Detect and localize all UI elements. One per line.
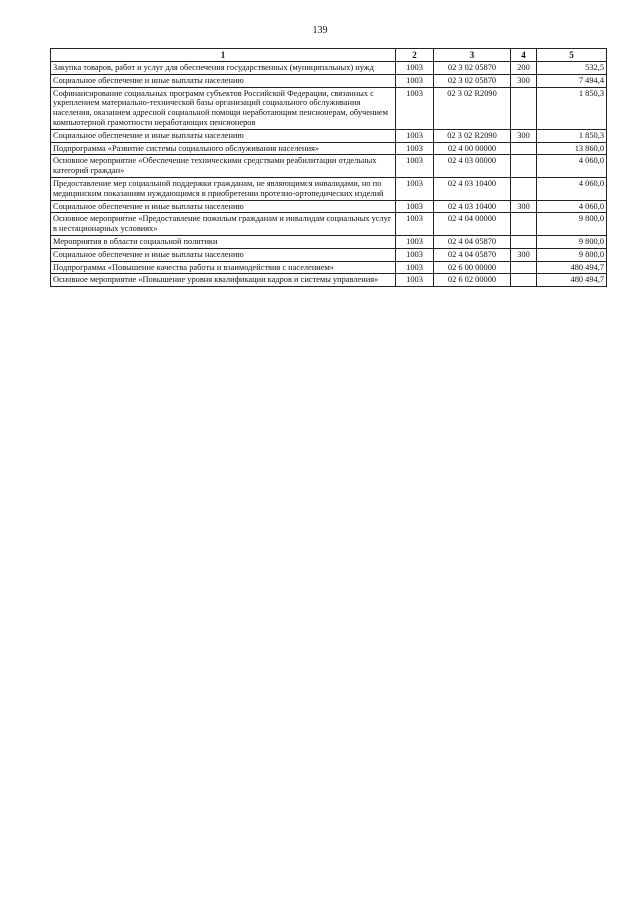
table-row: [51, 129, 607, 142]
row-type-cell: [511, 142, 537, 155]
row-type-cell: [511, 155, 537, 178]
row-name-cell: Социальное обеспечение и иные выплаты населению: [51, 129, 396, 142]
row-article-cell: 02 4 03 00000: [434, 155, 511, 178]
header-col-2: 2: [396, 49, 434, 62]
table-row: [51, 74, 607, 87]
row-name-cell: Закупка товаров, работ и услуг для обеспечения государственных (муниципальных) нужд: [51, 62, 396, 75]
row-type-cell: 300: [511, 129, 537, 142]
row-sum-cell: 480 494,7: [537, 261, 607, 274]
table-row: [51, 200, 607, 213]
table-row: [51, 213, 607, 236]
row-article-cell: 02 4 03 10400: [434, 200, 511, 213]
row-type-cell: [511, 261, 537, 274]
row-sum-cell: 4 060,0: [537, 155, 607, 178]
row-type-cell: [511, 87, 537, 129]
table-row: [51, 142, 607, 155]
row-sum-cell: 4 060,0: [537, 200, 607, 213]
row-name-cell: Социальное обеспечение и иные выплаты населению: [51, 200, 396, 213]
row-name-cell: Социальное обеспечение и иные выплаты населению: [51, 74, 396, 87]
row-sum-cell: 7 494,4: [537, 74, 607, 87]
table-row: [51, 261, 607, 274]
row-article-cell: 02 4 04 05870: [434, 248, 511, 261]
row-section-cell: 1003: [396, 129, 434, 142]
table-row: [51, 274, 607, 287]
row-type-cell: 300: [511, 200, 537, 213]
row-name-cell: Основное мероприятие «Обеспечение техническими средствами реабилитации отдельных категорий граждан»: [51, 155, 396, 178]
table-body: [51, 62, 607, 287]
table-row: [51, 87, 607, 129]
row-name-cell: Основное мероприятие «Предоставление пожилым гражданам и инвалидам социальных услуг в нестационарных условиях»: [51, 213, 396, 236]
row-section-cell: 1003: [396, 213, 434, 236]
row-name-cell: Социальное обеспечение и иные выплаты населению: [51, 248, 396, 261]
row-section-cell: 1003: [396, 87, 434, 129]
row-type-cell: [511, 235, 537, 248]
row-section-cell: 1003: [396, 155, 434, 178]
row-section-cell: 1003: [396, 235, 434, 248]
table-row: [51, 177, 607, 200]
row-sum-cell: 9 800,0: [537, 235, 607, 248]
header-col-4: 4: [511, 49, 537, 62]
row-name-cell: Мероприятия в области социальной политики: [51, 235, 396, 248]
row-article-cell: 02 3 02 05870: [434, 74, 511, 87]
row-type-cell: [511, 274, 537, 287]
row-name-cell: Предоставление мер социальной поддержки гражданам, не являющимся инвалидами, но по медицинским показаниям нуждающимся в приобретении протезно-ортопедических изделий: [51, 177, 396, 200]
row-article-cell: 02 4 00 00000: [434, 142, 511, 155]
row-article-cell: 02 4 03 10400: [434, 177, 511, 200]
row-sum-cell: 4 060,0: [537, 177, 607, 200]
row-article-cell: 02 3 02 05870: [434, 62, 511, 75]
row-section-cell: 1003: [396, 74, 434, 87]
row-sum-cell: 1 850,3: [537, 129, 607, 142]
row-section-cell: 1003: [396, 274, 434, 287]
row-article-cell: 02 6 02 00000: [434, 274, 511, 287]
header-col-5: 5: [537, 49, 607, 62]
row-section-cell: 1003: [396, 177, 434, 200]
row-section-cell: 1003: [396, 248, 434, 261]
table-row: [51, 62, 607, 75]
header-col-1: 1: [51, 49, 396, 62]
row-sum-cell: 480 494,7: [537, 274, 607, 287]
table-row: [51, 235, 607, 248]
row-name-cell: Подпрограмма «Развитие системы социального обслуживания населения»: [51, 142, 396, 155]
row-type-cell: 300: [511, 248, 537, 261]
row-article-cell: 02 6 00 00000: [434, 261, 511, 274]
row-sum-cell: 9 800,0: [537, 213, 607, 236]
row-article-cell: 02 3 02 R2090: [434, 129, 511, 142]
header-col-3: 3: [434, 49, 511, 62]
row-section-cell: 1003: [396, 62, 434, 75]
row-type-cell: [511, 177, 537, 200]
table-row: [51, 155, 607, 178]
row-name-cell: Софинансирование социальных программ субъектов Российской Федерации, связанных с укреплением материально-технической базы организаций социального обслуживания населения, оказанием адресной социальной помощи неработающим пенсионерам, обучением компьютерной грамотности неработающих пенсионеров: [51, 87, 396, 129]
row-article-cell: 02 4 04 05870: [434, 235, 511, 248]
row-sum-cell: 1 850,3: [537, 87, 607, 129]
row-sum-cell: 532,5: [537, 62, 607, 75]
row-section-cell: 1003: [396, 142, 434, 155]
page-number: 139: [312, 25, 328, 36]
row-type-cell: 300: [511, 74, 537, 87]
row-type-cell: [511, 213, 537, 236]
row-type-cell: 200: [511, 62, 537, 75]
table-header-row: [51, 49, 607, 62]
table-row: [51, 248, 607, 261]
row-section-cell: 1003: [396, 261, 434, 274]
row-article-cell: 02 3 02 R2090: [434, 87, 511, 129]
row-name-cell: Подпрограмма «Повышение качества работы и взаимодействия с населением»: [51, 261, 396, 274]
row-name-cell: Основное мероприятие «Повышение уровня квалификации кадров и системы управления»: [51, 274, 396, 287]
row-sum-cell: 13 860,0: [537, 142, 607, 155]
row-sum-cell: 9 800,0: [537, 248, 607, 261]
row-article-cell: 02 4 04 00000: [434, 213, 511, 236]
row-section-cell: 1003: [396, 200, 434, 213]
budget-table: [50, 48, 607, 287]
